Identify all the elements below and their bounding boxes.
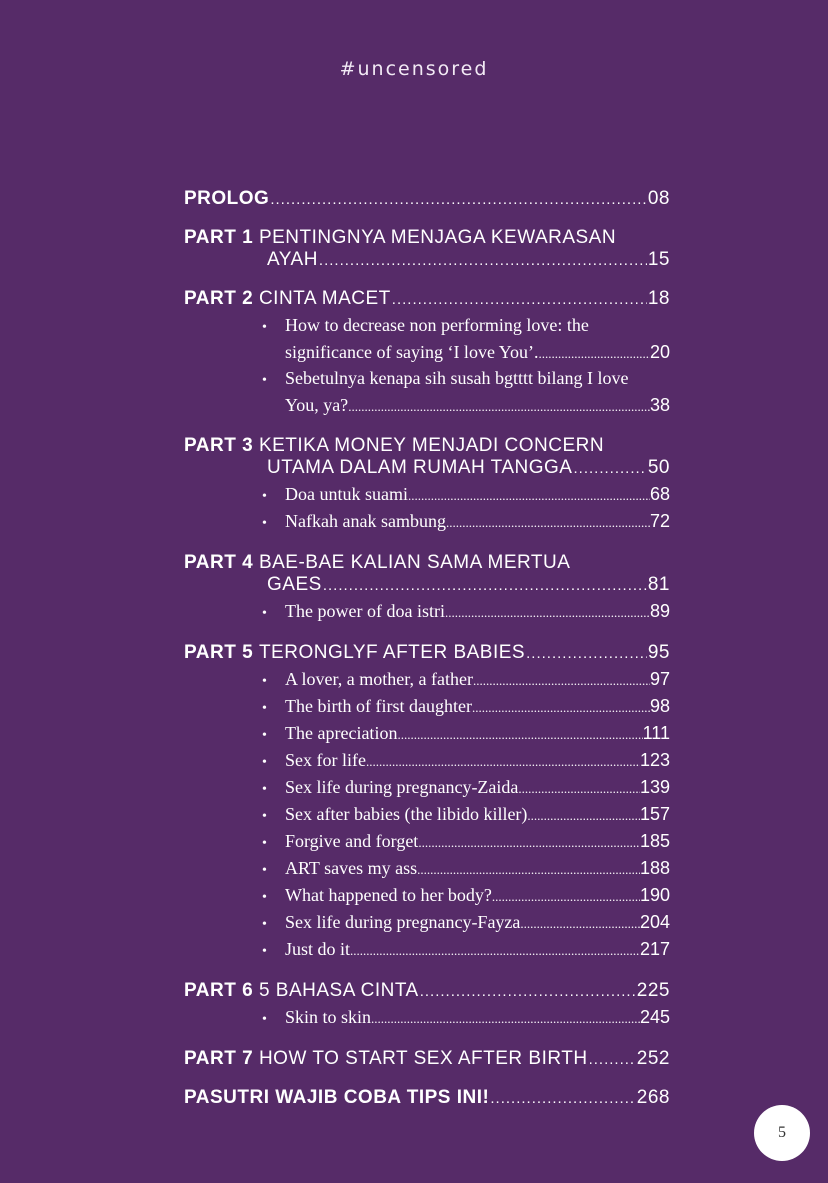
sub-item-page: 185 (639, 831, 670, 851)
entry-title-cont: GAES (267, 574, 322, 595)
table-of-contents (184, 188, 670, 1126)
bullet-icon: • (262, 944, 267, 959)
dot-leader (520, 911, 640, 936)
sub-list (184, 667, 670, 964)
dot-leader (323, 575, 647, 597)
dot-leader (518, 776, 640, 801)
entry-page: 252 (636, 1048, 670, 1069)
sub-item-text: Just do it (285, 939, 351, 959)
sub-item-text: Sex life during pregnancy-Fayza (285, 912, 521, 932)
sub-item-page: 89 (649, 601, 670, 621)
entry-title-cont: AYAH (267, 249, 318, 270)
entry-label: PART 6 (184, 980, 254, 1001)
sub-item-text: The birth of first daughter (285, 696, 472, 716)
sub-item-page: 98 (649, 696, 670, 716)
toc-entry-part1 (184, 227, 670, 272)
bullet-icon: • (262, 606, 267, 621)
sub-item-page: 72 (649, 511, 670, 531)
sub-list (184, 1005, 670, 1032)
sub-item-page: 139 (639, 777, 670, 797)
sub-item (260, 482, 670, 509)
sub-item-page: 190 (639, 885, 670, 905)
sub-item-text: A lover, a mother, a father (285, 669, 473, 689)
dot-leader (473, 668, 650, 693)
bullet-icon: • (262, 1012, 267, 1027)
entry-label: PART 5 (184, 642, 254, 663)
entry-title: PENTINGNYA MENJAGA KEWARASAN (258, 227, 617, 248)
dot-leader (472, 695, 650, 720)
sub-item (260, 694, 670, 721)
sub-item-text: Forgive and forget (285, 831, 419, 851)
sub-item-text: Sex life during pregnancy-Zaida (285, 777, 519, 797)
sub-item-page: 245 (639, 1007, 670, 1027)
sub-item (260, 721, 670, 748)
toc-entry-part5 (184, 642, 670, 964)
entry-title: CINTA MACET (258, 288, 391, 309)
entry-label: PART 4 (184, 552, 254, 573)
bullet-icon: • (262, 809, 267, 824)
sub-item-text: significance of saying ‘I love You’. (285, 342, 539, 362)
dot-leader (573, 458, 646, 480)
sub-item (260, 856, 670, 883)
sub-item-text: What happened to her body? (285, 885, 492, 905)
sub-item-page: 97 (649, 669, 670, 689)
sub-item-page: 123 (639, 750, 670, 770)
bullet-icon: • (262, 863, 267, 878)
sub-item-text: ART saves my ass (285, 858, 418, 878)
dot-leader (366, 749, 640, 774)
entry-label: PASUTRI WAJIB COBA TIPS INI! (184, 1087, 490, 1108)
entry-title: TERONGLYF AFTER BABIES (258, 642, 526, 663)
entry-label: PART 1 (184, 227, 254, 248)
toc-entry-prolog (184, 188, 670, 211)
entry-title: 5 BAHASA CINTA (258, 980, 419, 1001)
sub-item-text: The power of doa istri (285, 601, 445, 621)
entry-page: 268 (636, 1087, 670, 1108)
dot-leader (420, 981, 636, 1003)
dot-leader (445, 600, 650, 625)
entry-label: PROLOG (184, 188, 270, 209)
dot-leader (371, 1006, 640, 1031)
toc-entry-part6 (184, 980, 670, 1032)
sub-list (184, 482, 670, 536)
dot-leader (490, 1088, 635, 1110)
dot-leader (418, 830, 640, 855)
entry-page: 95 (647, 642, 670, 663)
dot-leader (408, 483, 650, 508)
bullet-icon: • (262, 373, 267, 388)
entry-page: 81 (647, 574, 670, 595)
sub-item (260, 509, 670, 536)
sub-item (260, 937, 670, 964)
sub-item-page: 204 (639, 912, 670, 932)
sub-item-cont (260, 393, 670, 419)
entry-page: 15 (647, 249, 670, 270)
bullet-icon: • (262, 489, 267, 504)
bullet-icon: • (262, 674, 267, 689)
sub-item-text: Doa untuk suami (285, 484, 408, 504)
entry-title: BAE-BAE KALIAN SAMA MERTUA (258, 552, 571, 573)
book-header: #uncensored (339, 58, 489, 80)
sub-item (260, 802, 670, 829)
bullet-icon: • (262, 320, 267, 335)
entry-title: KETIKA MONEY MENJADI CONCERN (258, 435, 605, 456)
entry-page: 18 (647, 288, 670, 309)
bullet-icon: • (262, 755, 267, 770)
sub-item-text: Sebetulnya kenapa sih susah bgtttt bilang I love (285, 368, 629, 388)
bullet-icon: • (262, 890, 267, 905)
dot-leader (527, 803, 640, 828)
bullet-icon: • (262, 836, 267, 851)
sub-item-page: 188 (639, 858, 670, 878)
sub-item (260, 910, 670, 937)
dot-leader (417, 857, 640, 882)
toc-entry-part2 (184, 288, 670, 419)
sub-item-page: 157 (639, 804, 670, 824)
bullet-icon: • (262, 728, 267, 743)
dot-leader (350, 938, 640, 963)
bullet-icon: • (262, 701, 267, 716)
sub-item-text: How to decrease non performing love: the (285, 315, 589, 335)
sub-item (260, 748, 670, 775)
sub-item (260, 1005, 670, 1032)
entry-page: 08 (647, 188, 670, 209)
dot-leader (397, 722, 642, 747)
sub-item (260, 829, 670, 856)
dot-leader (538, 341, 650, 366)
entry-page: 225 (636, 980, 670, 1001)
sub-item-text: Sex for life (285, 750, 366, 770)
entry-label: PART 7 (184, 1048, 254, 1069)
sub-item (260, 599, 670, 626)
sub-item-page: 68 (649, 484, 670, 504)
sub-item-cont (260, 340, 670, 366)
dot-leader (392, 289, 647, 311)
toc-entry-part4 (184, 552, 670, 626)
sub-item-text: Skin to skin (285, 1007, 372, 1027)
entry-label: PART 3 (184, 435, 254, 456)
dot-leader (270, 189, 647, 211)
sub-item-text: The apreciation (285, 723, 398, 743)
sub-list (184, 599, 670, 626)
page-number: 5 (778, 1124, 786, 1141)
dot-leader (492, 884, 640, 909)
sub-item-text: Nafkah anak sambung (285, 511, 446, 531)
sub-item-page: 20 (649, 342, 670, 362)
entry-label: PART 2 (184, 288, 254, 309)
sub-item (260, 313, 670, 340)
sub-item (260, 366, 670, 393)
dot-leader (348, 394, 650, 419)
dot-leader (526, 643, 647, 665)
dot-leader (319, 250, 647, 272)
dot-leader (446, 510, 650, 535)
sub-item-text: Sex after babies (the libido killer) (285, 804, 528, 824)
toc-entry-closing (184, 1087, 670, 1110)
sub-item (260, 883, 670, 910)
bullet-icon: • (262, 782, 267, 797)
sub-item-page: 217 (639, 939, 670, 959)
sub-list (184, 313, 670, 419)
sub-item-page: 38 (649, 395, 670, 415)
toc-entry-part7 (184, 1048, 670, 1071)
sub-item-text: You, ya? (285, 395, 349, 415)
sub-item-page: 111 (642, 723, 670, 743)
dot-leader (589, 1049, 636, 1071)
sub-item (260, 667, 670, 694)
entry-title-cont: UTAMA DALAM RUMAH TANGGA (267, 457, 573, 478)
bullet-icon: • (262, 516, 267, 531)
entry-page: 50 (647, 457, 670, 478)
bullet-icon: • (262, 917, 267, 932)
toc-entry-part3 (184, 435, 670, 536)
sub-item (260, 775, 670, 802)
entry-title: HOW TO START SEX AFTER BIRTH (258, 1048, 588, 1069)
page-number-badge (754, 1105, 810, 1161)
